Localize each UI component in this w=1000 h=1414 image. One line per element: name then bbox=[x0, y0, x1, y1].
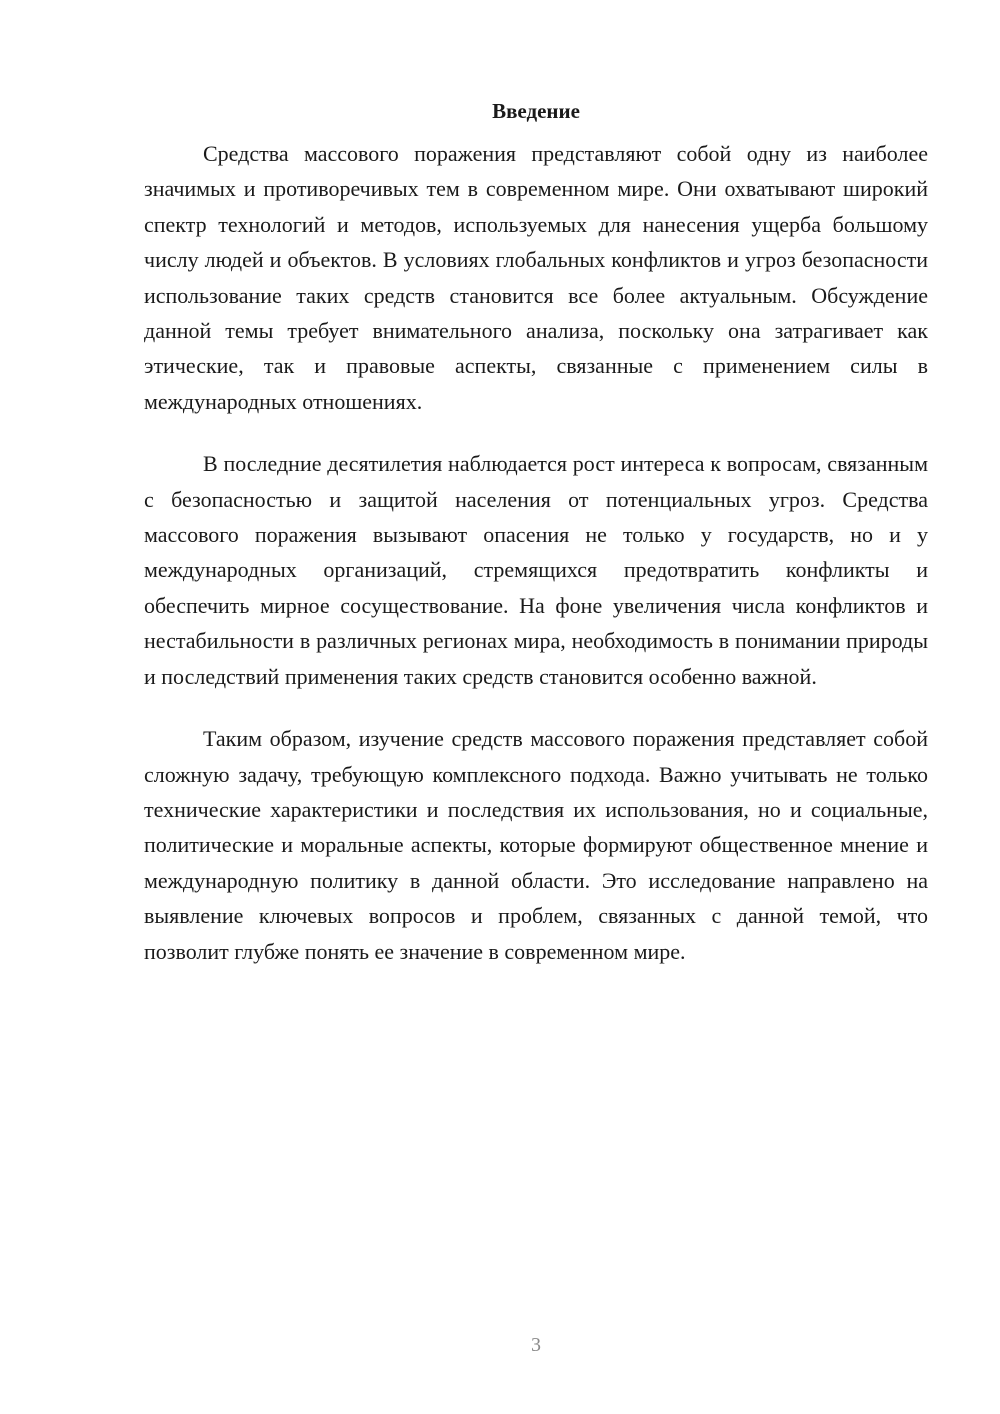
paragraph-3: Таким образом, изучение средств массового поражения представляет собой сложную задачу, требующую комплексного подхода. Важно учитывать не только технические характеристики и последствия их использования, но и социальные, политические и моральные аспекты, которые формируют общественное мнение и международную политику в данной области. Это исследование направлено на выявление ключевых вопросов и проблем, связанных с данной темой, что позволит глубже понять ее значение в современном мире. bbox=[144, 726, 928, 964]
section-title: Введение bbox=[492, 99, 580, 123]
page-number: 3 bbox=[531, 1334, 541, 1356]
paragraph-2: В последние десятилетия наблюдается рост интереса к вопросам, связанным с безопасностью и защитой населения от потенциальных угроз. Средства массового поражения вызывают опасения не только у государств, но и у международных организаций, стремящихся предотвратить конфликты и обеспечить мирное сосуществование. На фоне увеличения числа конфликтов и нестабильности в различных регионах мира, необходимость в понимании природы и последствий применения таких средств становится особенно важной. bbox=[144, 451, 928, 689]
paragraph-1: Средства массового поражения представляют собой одну из наиболее значимых и противоречивых тем в современном мире. Они охватывают широкий спектр технологий и методов, используемых для нанесения ущерба большому числу людей и объектов. В условиях глобальных конфликтов и угроз безопасности использование таких средств становится все более актуальным. Обсуждение данной темы требует внимательного анализа, поскольку она затрагивает как этические, так и правовые аспекты, связанные с применением силы в международных отношениях. bbox=[144, 141, 928, 414]
